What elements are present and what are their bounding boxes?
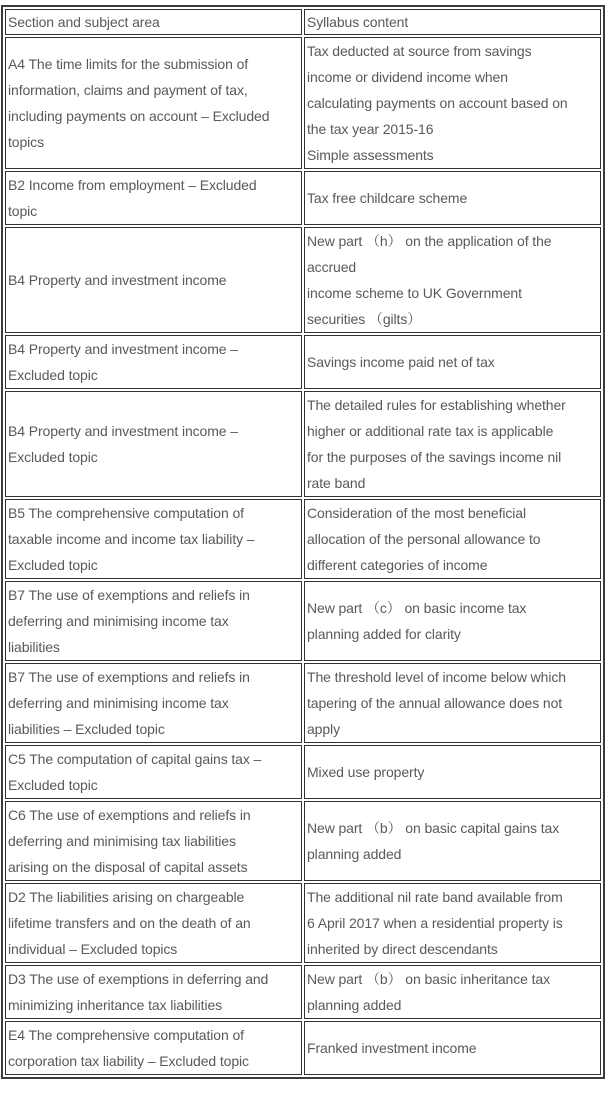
text-line: for the purposes of the savings income nil: [307, 449, 562, 465]
section-cell: [5, 663, 302, 743]
text-line: individual – Excluded topics: [8, 941, 178, 957]
content-cell: [304, 499, 601, 579]
table-row: [5, 883, 601, 963]
text-line: information, claims and payment of tax,: [8, 82, 248, 98]
text-line: allocation of the personal allowance to: [307, 531, 541, 547]
table-row: [5, 965, 601, 1019]
header-row: [5, 9, 601, 35]
section-cell: [5, 801, 302, 881]
content-cell: [304, 227, 601, 333]
text-line: income or dividend income when: [307, 69, 508, 85]
text-line: B7 The use of exemptions and reliefs in: [8, 669, 250, 685]
text-line: liabilities – Excluded topic: [8, 721, 165, 737]
table-row: [5, 745, 601, 799]
text-line: Excluded topic: [8, 777, 98, 793]
table-row: [5, 335, 601, 389]
text-line: The detailed rules for establishing whether: [307, 397, 566, 413]
text-line: D3 The use of exemptions in deferring and: [8, 971, 269, 987]
syllabus-table: [1, 5, 605, 1079]
text-line: Excluded topic: [8, 367, 98, 383]
text-line: New part （b） on basic capital gains tax: [307, 820, 560, 836]
text-line: Tax free childcare scheme: [307, 190, 468, 206]
text-line: arising on the disposal of capital assets: [8, 859, 248, 875]
section-cell: [5, 499, 302, 579]
text-line: topics: [8, 134, 44, 150]
text-line: deferring and minimising income tax: [8, 613, 229, 629]
content-cell: [304, 745, 601, 799]
text-line: securities （gilts）: [307, 311, 422, 327]
text-line: liabilities: [8, 639, 60, 655]
text-line: Savings income paid net of tax: [307, 354, 495, 370]
text-line: apply: [307, 721, 340, 737]
text-line: A4 The time limits for the submission of: [8, 56, 249, 72]
content-cell: [304, 801, 601, 881]
table-row: [5, 37, 601, 169]
table-row: [5, 663, 601, 743]
text-line: Tax deducted at source from savings: [307, 43, 532, 59]
text-line: B2 Income from employment – Excluded: [8, 177, 257, 193]
text-line: Simple assessments: [307, 147, 434, 163]
text-line: tapering of the annual allowance does not: [307, 695, 563, 711]
text-line: planning added: [307, 846, 402, 862]
header-label-section: Section and subject area: [8, 14, 160, 30]
section-cell: [5, 883, 302, 963]
text-line: higher or additional rate tax is applicable: [307, 423, 554, 439]
table-row: [5, 227, 601, 333]
text-line: The additional nil rate band available from: [307, 889, 563, 905]
text-line: B7 The use of exemptions and reliefs in: [8, 587, 250, 603]
text-line: Mixed use property: [307, 764, 425, 780]
text-line: income scheme to UK Government: [307, 285, 522, 301]
section-cell: [5, 37, 302, 169]
header-cell-section: [5, 9, 302, 35]
text-line: accrued: [307, 259, 357, 275]
text-line: rate band: [307, 475, 366, 491]
text-line: calculating payments on account based on: [307, 95, 568, 111]
text-line: inherited by direct descendants: [307, 941, 498, 957]
content-cell: [304, 1021, 601, 1075]
text-line: D2 The liabilities arising on chargeable: [8, 889, 245, 905]
text-line: deferring and minimising income tax: [8, 695, 229, 711]
text-line: 6 April 2017 when a residential property is: [307, 915, 563, 931]
text-line: planning added: [307, 997, 402, 1013]
section-cell: [5, 171, 302, 225]
content-cell: [304, 335, 601, 389]
text-line: Consideration of the most beneficial: [307, 505, 526, 521]
text-line: different categories of income: [307, 557, 488, 573]
text-line: B4 Property and investment income –: [8, 341, 238, 357]
text-line: including payments on account – Excluded: [8, 108, 270, 124]
content-cell: [304, 965, 601, 1019]
section-cell: [5, 745, 302, 799]
text-line: C6 The use of exemptions and reliefs in: [8, 807, 251, 823]
text-line: New part （h） on the application of the: [307, 233, 552, 249]
text-line: C5 The computation of capital gains tax –: [8, 751, 262, 767]
text-line: lifetime transfers and on the death of an: [8, 915, 251, 931]
content-cell: [304, 37, 601, 169]
text-line: taxable income and income tax liability –: [8, 531, 255, 547]
content-cell: [304, 391, 601, 497]
table-row: [5, 499, 601, 579]
content-cell: [304, 581, 601, 661]
section-cell: [5, 335, 302, 389]
section-cell: [5, 1021, 302, 1075]
text-line: B5 The comprehensive computation of: [8, 505, 244, 521]
content-cell: [304, 171, 601, 225]
section-cell: [5, 227, 302, 333]
text-line: deferring and minimising tax liabilities: [8, 833, 236, 849]
table-row: [5, 391, 601, 497]
text-line: Excluded topic: [8, 449, 98, 465]
text-line: B4 Property and investment income –: [8, 423, 238, 439]
text-line: The threshold level of income below which: [307, 669, 566, 685]
text-line: minimizing inheritance tax liabilities: [8, 997, 223, 1013]
text-line: B4 Property and investment income: [8, 272, 227, 288]
section-cell: [5, 581, 302, 661]
header-cell-content: [304, 9, 601, 35]
content-cell: [304, 883, 601, 963]
text-line: topic: [8, 203, 38, 219]
text-line: New part （b） on basic inheritance tax: [307, 971, 550, 987]
text-line: Excluded topic: [8, 557, 98, 573]
text-line: corporation tax liability – Excluded topic: [8, 1053, 249, 1069]
text-line: planning added for clarity: [307, 626, 461, 642]
text-line: the tax year 2015-16: [307, 121, 434, 137]
content-cell: [304, 663, 601, 743]
table-row: [5, 1021, 601, 1075]
section-cell: [5, 965, 302, 1019]
text-line: E4 The comprehensive computation of: [8, 1027, 244, 1043]
table-row: [5, 581, 601, 661]
header-label-content: Syllabus content: [307, 14, 409, 30]
table-row: [5, 801, 601, 881]
section-cell: [5, 391, 302, 497]
table-header: [5, 9, 601, 35]
text-line: Franked investment income: [307, 1040, 477, 1056]
text-line: New part （c） on basic income tax: [307, 600, 527, 616]
syllabus-table-body: [5, 37, 601, 1075]
table-row: [5, 171, 601, 225]
